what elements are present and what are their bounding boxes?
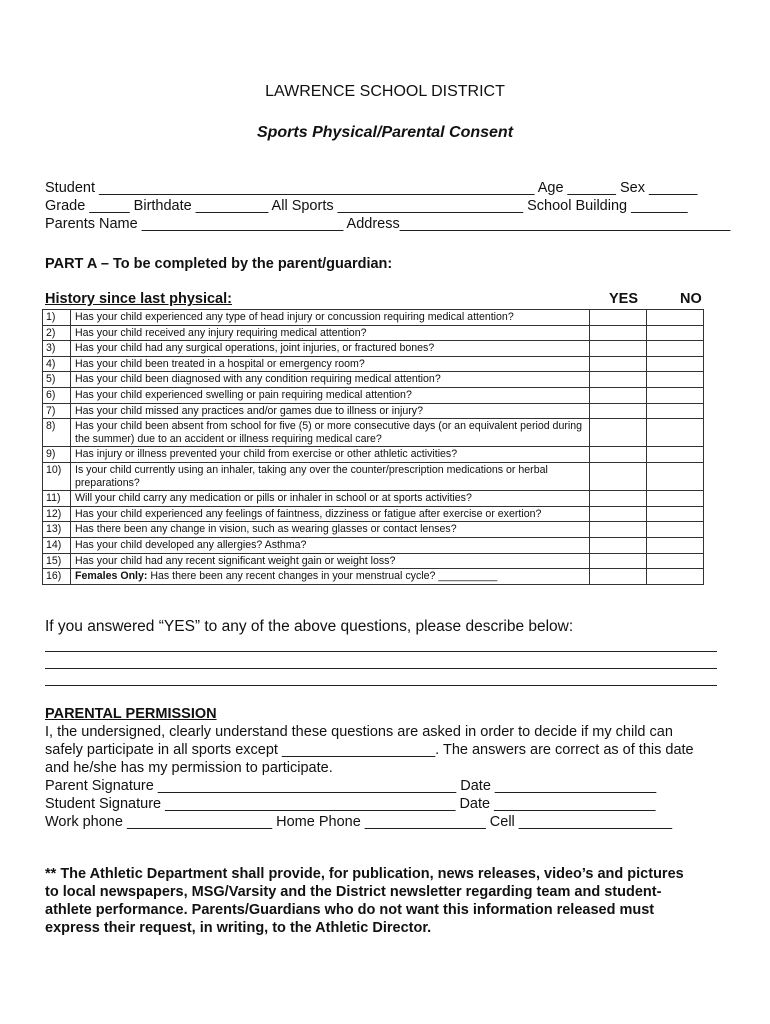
- question-text-cell: [71, 356, 590, 372]
- question-text-cell: [71, 553, 590, 569]
- question-number: 1): [43, 310, 71, 326]
- notice-line-3: athlete performance. Parents/Guardians who do not want this information released must: [45, 902, 655, 918]
- question-row: [43, 310, 704, 326]
- describe-line-1[interactable]: [45, 651, 717, 652]
- question-text-cell: [71, 341, 590, 357]
- question-text: Has your child developed any allergies? Asthma?: [75, 538, 307, 551]
- question-number: 5): [43, 372, 71, 388]
- question-row: [43, 462, 704, 490]
- question-number: 16): [43, 569, 71, 585]
- no-answer-cell[interactable]: [647, 387, 704, 403]
- question-row: [43, 372, 704, 388]
- district-name: LAWRENCE SCHOOL DISTRICT: [265, 83, 505, 100]
- no-answer-cell[interactable]: [647, 491, 704, 507]
- question-text: Will your child carry any medication or pills or inhaler in school or at sports activities?: [75, 492, 472, 505]
- no-answer-cell[interactable]: [647, 310, 704, 326]
- question-text-cell: [71, 462, 590, 490]
- question-text-cell: [71, 447, 590, 463]
- question-number: 9): [43, 447, 71, 463]
- no-answer-cell[interactable]: [647, 325, 704, 341]
- no-column-label: NO: [680, 291, 702, 307]
- question-number: 15): [43, 553, 71, 569]
- permission-text-line-1: I, the undersigned, clearly understand these questions are asked in order to decide if my child can: [45, 724, 673, 740]
- question-row: [43, 403, 704, 419]
- question-text: Has your child received any injury requiring medical attention?: [75, 326, 367, 339]
- question-row: [43, 569, 704, 585]
- question-text: Has your child missed any practices and/or games due to illness or injury?: [75, 404, 423, 417]
- no-answer-cell[interactable]: [647, 553, 704, 569]
- question-text-cell: [71, 403, 590, 419]
- question-text: Has your child experienced swelling or pain requiring medical attention?: [75, 388, 412, 401]
- parents-info-line[interactable]: Parents Name _________________________ Address_________________________________________: [45, 216, 731, 232]
- part-a-heading: PART A – To be completed by the parent/guardian:: [45, 256, 393, 272]
- yes-answer-cell[interactable]: [590, 387, 647, 403]
- question-row: [43, 506, 704, 522]
- question-number: 2): [43, 325, 71, 341]
- question-row: [43, 553, 704, 569]
- no-answer-cell[interactable]: [647, 537, 704, 553]
- yes-answer-cell[interactable]: [590, 310, 647, 326]
- no-answer-cell[interactable]: [647, 341, 704, 357]
- question-text: Has your child had any surgical operations, joint injuries, or fractured bones?: [75, 342, 435, 355]
- notice-line-2: to local newspapers, MSG/Varsity and the District newsletter regarding team and student-: [45, 884, 662, 900]
- question-text: Has there been any change in vision, such as wearing glasses or contact lenses?: [75, 523, 457, 536]
- no-answer-cell[interactable]: [647, 569, 704, 585]
- question-number: 4): [43, 356, 71, 372]
- question-text: Is your child currently using an inhaler, taking any over the counter/prescription medications or herbal preparations?: [75, 463, 551, 489]
- no-answer-cell[interactable]: [647, 356, 704, 372]
- no-answer-cell[interactable]: [647, 447, 704, 463]
- describe-prompt: If you answered “YES” to any of the above questions, please describe below:: [45, 618, 574, 635]
- question-text: Has your child experienced any feelings of faintness, dizziness or fatigue after exercise or exertion?: [75, 507, 542, 520]
- yes-answer-cell[interactable]: [590, 569, 647, 585]
- yes-answer-cell[interactable]: [590, 403, 647, 419]
- no-answer-cell[interactable]: [647, 403, 704, 419]
- question-row: [43, 325, 704, 341]
- yes-answer-cell[interactable]: [590, 341, 647, 357]
- question-text: Has your child been diagnosed with any condition requiring medical attention?: [75, 373, 441, 386]
- question-text-cell: [71, 491, 590, 507]
- grade-info-line[interactable]: Grade _____ Birthdate _________ All Sports _______________________ School Building _______: [45, 198, 688, 214]
- question-text: Has your child experienced any type of head injury or concussion requiring medical attention?: [75, 311, 514, 323]
- question-text: Has there been any recent changes in your menstrual cycle? __________: [147, 570, 498, 583]
- question-text: Has your child been absent from school for five (5) or more consecutive days (or an equivalent period during the summer) due to an accident or illness requiring medical care?: [75, 420, 585, 445]
- notice-line-4: express their request, in writing, to the Athletic Director.: [45, 920, 432, 936]
- student-signature-line[interactable]: Student Signature ____________________________________ Date ____________________: [45, 796, 656, 812]
- question-text-cell: [71, 387, 590, 403]
- question-text-cell: [71, 522, 590, 538]
- permission-text-line-2[interactable]: safely participate in all sports except ___________________. The answers are correct as of this date: [45, 742, 694, 758]
- no-answer-cell[interactable]: [647, 372, 704, 388]
- question-text: Has your child had any recent significant weight gain or weight loss?: [75, 554, 396, 567]
- permission-text-line-3: and he/she has my permission to participate.: [45, 760, 333, 776]
- notice-line-1: ** The Athletic Department shall provide, for publication, news releases, video’s and pictures: [45, 866, 684, 882]
- yes-answer-cell[interactable]: [590, 462, 647, 490]
- yes-answer-cell[interactable]: [590, 491, 647, 507]
- yes-answer-cell[interactable]: [590, 419, 647, 447]
- form-title: Sports Physical/Parental Consent: [256, 124, 514, 141]
- yes-answer-cell[interactable]: [590, 522, 647, 538]
- history-label: History since last physical:: [45, 291, 232, 307]
- question-number: 7): [43, 403, 71, 419]
- question-number: 8): [43, 419, 71, 447]
- describe-line-3[interactable]: [45, 685, 717, 686]
- yes-answer-cell[interactable]: [590, 372, 647, 388]
- phone-line[interactable]: Work phone __________________ Home Phone _______________ Cell ___________________: [45, 814, 673, 830]
- no-answer-cell[interactable]: [647, 419, 704, 447]
- yes-answer-cell[interactable]: [590, 356, 647, 372]
- yes-answer-cell[interactable]: [590, 553, 647, 569]
- question-text-cell: [71, 372, 590, 388]
- question-number: 6): [43, 387, 71, 403]
- question-row: [43, 537, 704, 553]
- question-text: Has injury or illness prevented your child from exercise or other athletic activities?: [75, 448, 458, 461]
- question-text-cell: [71, 569, 590, 585]
- question-bold-prefix: Females Only:: [75, 570, 148, 583]
- question-text: Has your child been treated in a hospital or emergency room?: [75, 357, 365, 370]
- yes-column-label: YES: [609, 291, 639, 307]
- yes-answer-cell[interactable]: [590, 506, 647, 522]
- question-row: [43, 491, 704, 507]
- question-row: [43, 419, 704, 447]
- yes-answer-cell[interactable]: [590, 447, 647, 463]
- parent-signature-line[interactable]: Parent Signature _____________________________________ Date ____________________: [45, 778, 657, 794]
- question-row: [43, 356, 704, 372]
- no-answer-cell[interactable]: [647, 462, 704, 490]
- permission-heading: PARENTAL PERMISSION: [45, 706, 217, 722]
- no-answer-cell[interactable]: [647, 506, 704, 522]
- question-number: 12): [43, 506, 71, 522]
- question-text-cell: [71, 506, 590, 522]
- question-text-cell: [71, 310, 590, 326]
- question-row: [43, 522, 704, 538]
- question-text-cell: [71, 325, 590, 341]
- yes-answer-cell[interactable]: [590, 325, 647, 341]
- history-table: [42, 309, 704, 585]
- question-number: 13): [43, 522, 71, 538]
- student-info-line[interactable]: Student ______________________________________________________ Age ______ Sex ______: [45, 180, 698, 196]
- question-text-cell: [71, 537, 590, 553]
- question-number: 10): [43, 462, 71, 490]
- question-row: [43, 387, 704, 403]
- question-text-cell: [71, 419, 590, 447]
- no-answer-cell[interactable]: [647, 522, 704, 538]
- question-row: [43, 447, 704, 463]
- question-number: 14): [43, 537, 71, 553]
- yes-answer-cell[interactable]: [590, 537, 647, 553]
- describe-line-2[interactable]: [45, 668, 717, 669]
- question-number: 11): [43, 491, 71, 507]
- question-row: [43, 341, 704, 357]
- question-number: 3): [43, 341, 71, 357]
